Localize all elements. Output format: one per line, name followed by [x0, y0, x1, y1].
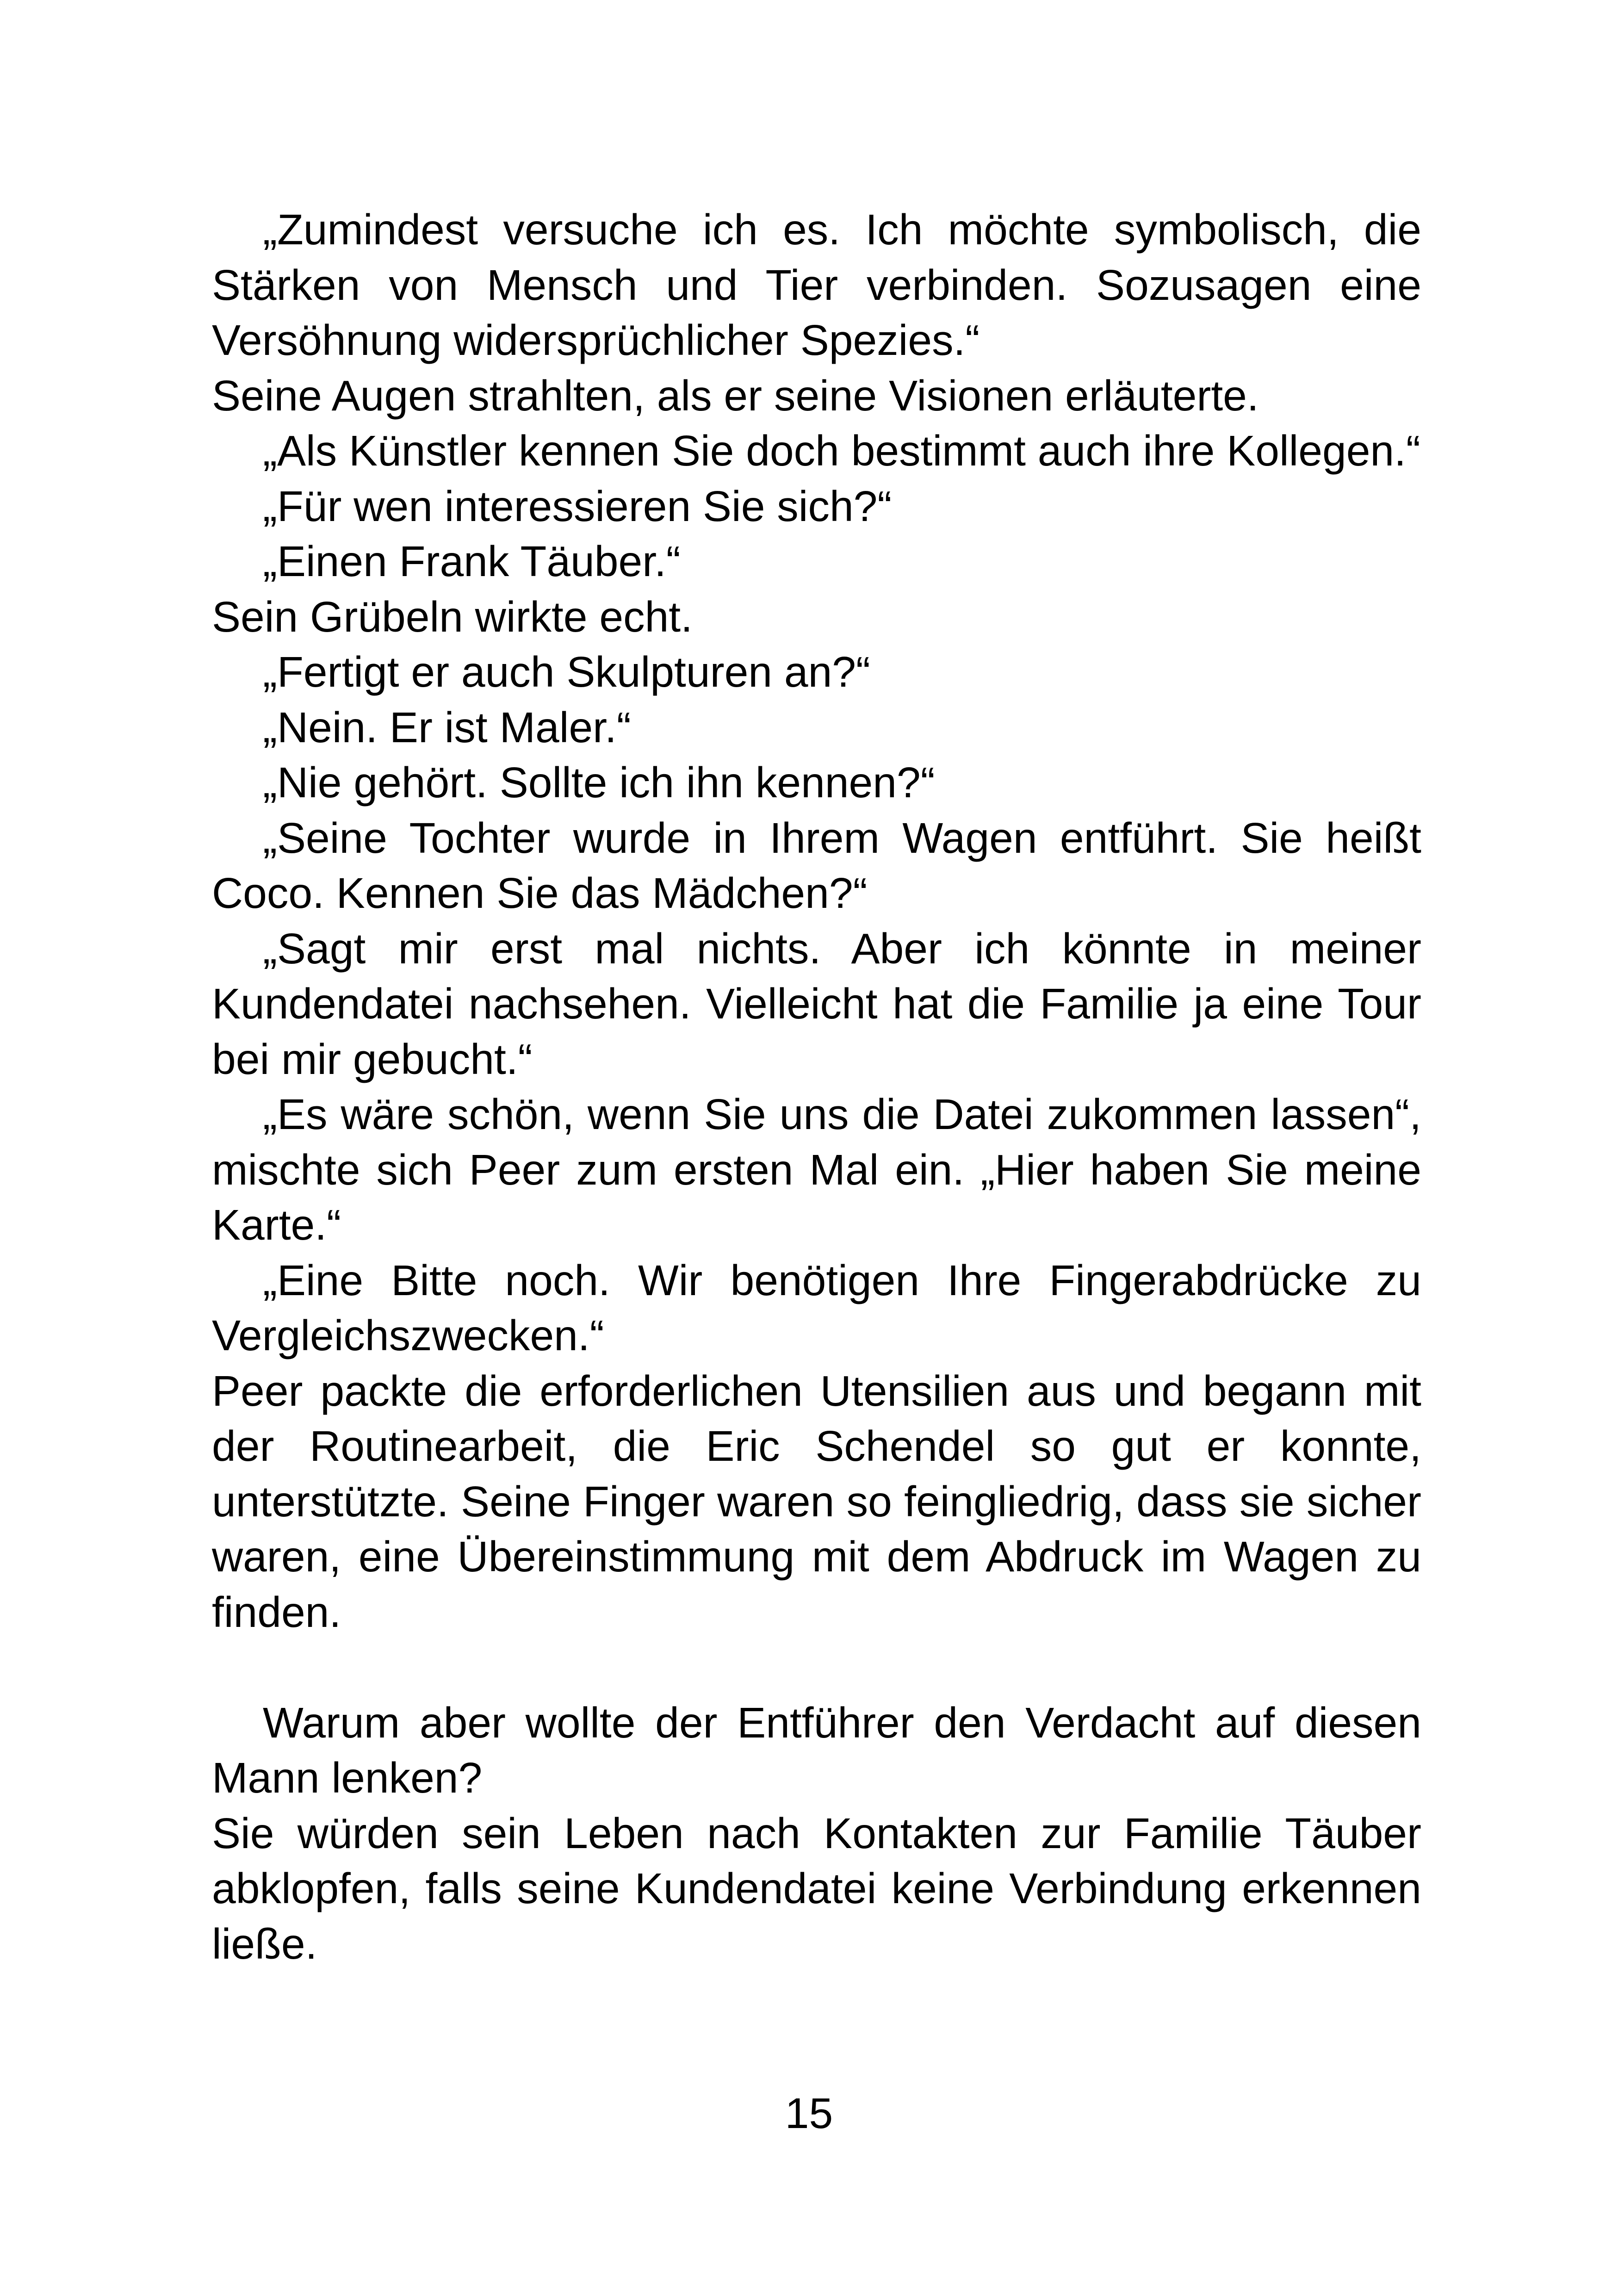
body-text [212, 202, 1421, 1972]
paragraph: Sie würden sein Leben nach Kontakten zur Familie Täuber abklopfen, falls seine Kundendatei keine Verbindung erkennen ließe. [212, 1809, 1421, 1968]
paragraph: „Nie gehört. Sollte ich ihn kennen?“ [263, 758, 935, 807]
paragraph: „Fertigt er auch Skulpturen an?“ [263, 648, 870, 696]
paragraph: „Nein. Er ist Maler.“ [263, 703, 631, 751]
paragraph: Seine Augen strahlten, als er seine Visionen erläuterte. [212, 371, 1259, 420]
paragraph: „Zumindest versuche ich es. Ich möchte symbolisch, die Stärken von Mensch und Tier verbinden. Sozusagen eine Versöhnung widersprüchlicher Spezies.“ [212, 205, 1421, 364]
paragraph: „Sagt mir erst mal nichts. Aber ich könnte in meiner Kundendatei nachsehen. Vielleicht hat die Familie ja eine Tour bei mir gebucht.“ [212, 924, 1421, 1083]
paragraph: Sein Grübeln wirkte echt. [212, 592, 693, 641]
paragraph: „Als Künstler kennen Sie doch bestimmt auch ihre Kollegen.“ [263, 427, 1420, 475]
paragraph: „Es wäre schön, wenn Sie uns die Datei zukommen lassen“, mischte sich Peer zum ersten Mal ein. „Hier haben Sie meine Karte.“ [212, 1090, 1421, 1249]
paragraph: Peer packte die erforderlichen Utensilien aus und begann mit der Routinearbeit, die Eric Schendel so gut er konnte, unterstützte. Seine Finger waren so feingliedrig, dass sie sicher waren, eine Übereinstimmung mit dem Abdruck im Wagen zu finden. [212, 1366, 1421, 1636]
paragraph: „Eine Bitte noch. Wir benötigen Ihre Fingerabdrücke zu Vergleichszwecken.“ [212, 1256, 1421, 1359]
paragraph: Warum aber wollte der Entführer den Verdacht auf diesen Mann lenken? [212, 1698, 1421, 1802]
page-number: 15 [785, 2089, 833, 2137]
paragraph: „Einen Frank Täuber.“ [263, 537, 681, 585]
paragraph: „Für wen interessieren Sie sich?“ [263, 482, 892, 530]
paragraph: „Seine Tochter wurde in Ihrem Wagen entführt. Sie heißt Coco. Kennen Sie das Mädchen?“ [212, 813, 1421, 917]
